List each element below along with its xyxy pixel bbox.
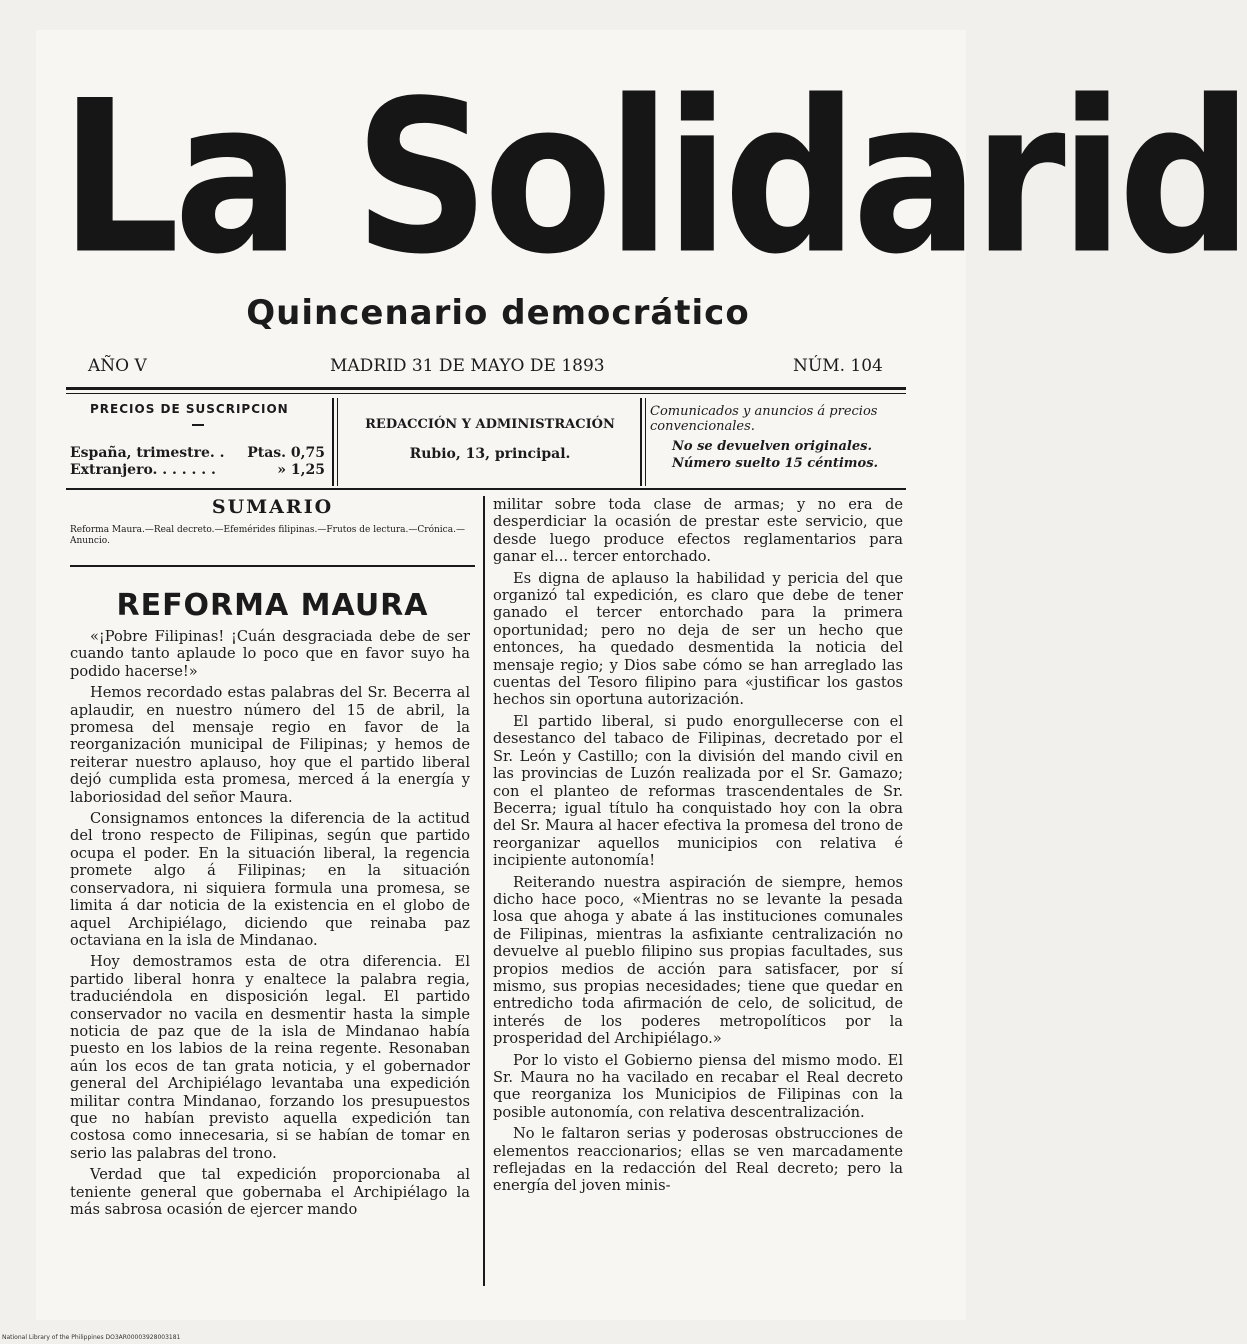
masthead-title: La Solidarid [60,55,1247,301]
subscription-price: Ptas. 0,75 [247,445,325,461]
redaction-address: Rubio, 13, principal. [409,446,571,462]
paragraph: «¡Pobre Filipinas! ¡Cuán desgraciada debe de ser cuando tanto aplaude lo poco que en favor suyo ha podido hacerse!» [70,628,470,680]
subscription-price: » 1,25 [277,462,325,478]
box-divider-right [640,398,642,486]
column-divider [483,496,485,1286]
box-divider-right-thin [645,398,646,486]
subscription-dash [192,424,204,426]
sumario-title: SUMARIO [211,496,334,518]
subscription-row-spain [70,445,325,461]
paragraph: Verdad que tal expedición proporcionaba al teniente general que gobernaba el Archipiélago la más sabrosa ocasión de ejercer mando [70,1166,470,1218]
notice-line-1: Comunicados y anuncios á precios convencionales. [650,404,878,434]
redaction-label: REDACCIÓN Y ADMINISTRACIÓN [365,417,615,432]
paragraph: Hoy demostramos esta de otra diferencia. El partido liberal honra y enaltece la palabra regia, traduciéndola en disposición legal. El partido conservador no vacila en desmentir hasta la simple noticia de paz que de la isla de Mindanao había puesto en los labios de la reina regente. Resonaban aún los ecos de tan grata noticia, y el gobernador general del Archipiélago levantaba una expedición militar contra Mindanao, forzando los presupuestos que no habían previsto aquella expedición tan costosa como innecesaria, si se habían de tomar en serio las palabras del trono. [70,953,470,1162]
paragraph: Consignamos entonces la diferencia de la actitud del trono respecto de Filipinas, según que partido ocupa el poder. En la situación liberal, la regencia promete algo á Filipinas; en la situación conservadora, ni siquiera formula una promesa, se limita á dar noticia de la existencia en el globo de aquel Archipiélago, diciendo que reinaba paz octaviana en la isla de Mindanao. [70,810,470,949]
issue-year: AÑO V [88,356,147,376]
subscription-label: PRECIOS DE SUSCRIPCION [90,402,289,416]
issue-date: MADRID 31 DE MAYO DE 1893 [330,356,605,376]
sumario-rule [70,565,475,567]
top-rule-thin [66,393,906,394]
article-column-2 [493,496,903,1199]
sumario-body: Reforma Maura.—Real decreto.—Efemérides filipinas.—Frutos de lectura.—Crónica.—Anuncio. [70,525,465,546]
paragraph: Por lo visto el Gobierno piensa del mismo modo. El Sr. Maura no ha vacilado en recabar el Real decreto que reorganiza los Municipios de Filipinas con la posible autonomía, con relativa descentralización. [493,1051,903,1121]
header-bottom-rule [66,488,906,490]
paragraph: No le faltaron serias y poderosas obstrucciones de elementos reaccionarios; ellas se ven marcadamente reflejadas en la redacción del Real decreto; pero la energía del joven minis- [493,1125,903,1195]
subscription-row-abroad [70,462,325,478]
subscription-name: Extranjero. . . . . . . [70,462,216,478]
archive-credit: National Library of the Philippines DO3AR00003928003181 [2,1334,181,1341]
box-divider-left [332,398,334,486]
subscription-name: España, trimestre. . [70,445,225,461]
paragraph: El partido liberal, si pudo enorgullecerse con el desestanco del tabaco de Filipinas, decretado por el Sr. León y Castillo; con la división del mando civil en las provincias de Luzón realizada por el Sr. Gamazo; con el planteo de reformas trascendentales de Sr. Becerra; igual título ha conquistado hoy con la obra del Sr. Maura al hacer efectiva la promesa del trono de reorganizar aquellos municipios con relativa é incipiente autonomía! [493,712,903,870]
article-title: REFORMA MAURA [116,588,429,623]
notice-line-3: Número suelto 15 céntimos. [672,456,879,471]
top-rule [66,387,906,390]
issue-number: NÚM. 104 [793,356,883,376]
subtitle: Quincenario democrático [246,293,750,333]
box-divider-left-thin [337,398,338,486]
paragraph: Reiterando nuestra aspiración de siempre, hemos dicho hace poco, «Mientras no se levante la pesada losa que ahoga y abate á las instituciones comunales de Filipinas, mientras la asfixiante centralización no devuelve al pueblo filipino sus propias facultades, sus propios medios de acción para satisfacer, por sí mismo, sus propias necesidades; tiene que quedar en entredicho toda afirmación de celo, de solicitud, de interés de los poderes metropolíticos por la prosperidad del Archipiélago.» [493,873,903,1048]
article-column-1 [70,628,470,1222]
paragraph: Es digna de aplauso la habilidad y pericia del que organizó tal expedición, es claro que debe de tener ganado el tercer entorchado para la primera oportunidad; pero no deja de ser un hecho que entonces, ha quedado desmentida la noticia del mensaje regio; y Dios sabe cómo se han arreglado las cuentas del Tesoro filipino para «justificar los gastos hechos sin oportuna autorización. [493,569,903,709]
paragraph: Hemos recordado estas palabras del Sr. Becerra al aplaudir, en nuestro número del 15 de abril, la promesa del mensaje regio en favor de la reorganización municipal de Filipinas; y hemos de reiterar nuestro aplauso, hoy que el partido liberal dejó cumplida esta promesa, merced á la energía y laboriosidad del señor Maura. [70,684,470,806]
paragraph: militar sobre toda clase de armas; y no era de desperdiciar la ocasión de prestar este servicio, que desde luego produce efectos reglamentarios para ganar el... tercer entorchado. [493,496,903,566]
notice-line-2: No se devuelven originales. [672,439,872,454]
